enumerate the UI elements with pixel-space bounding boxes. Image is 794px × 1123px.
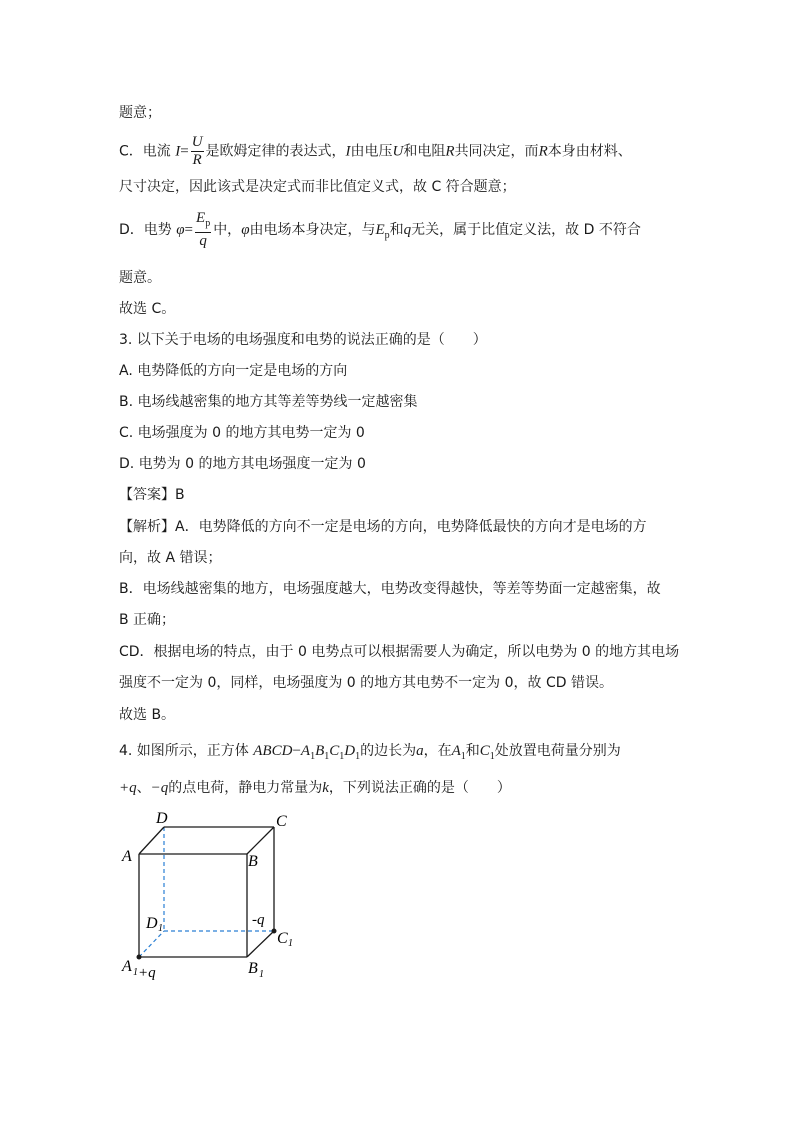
vertex-label-D1-sub: 1 xyxy=(158,923,163,934)
text-line: 尺寸决定，因此该式是决定式而非比值定义式，故 C 符合题意； xyxy=(119,179,516,195)
vertex-label-A: A xyxy=(122,848,132,865)
explanation-line: 强度不一定为 0，同样，电场强度为 0 的地方其电势不一定为 0，故 CD 错误。 xyxy=(119,675,613,691)
vertex-label-D1: D xyxy=(146,915,158,932)
explanation-line: 故选 B。 xyxy=(119,707,176,723)
question-3-option-b: B. 电场线越密集的地方其等差等势线一定越密集 xyxy=(119,394,418,410)
question-3-option-d: D. 电势为 0 的地方其电场强度一定为 0 xyxy=(119,456,366,472)
vertex-label-C: C xyxy=(276,813,287,830)
vertex-label-A1: A xyxy=(122,958,132,975)
text-line: 故选 C。 xyxy=(119,301,176,317)
vertex-label-B1: B xyxy=(248,960,258,977)
answer-label: 【答案】B xyxy=(119,487,185,503)
question-3-stem: 3. 以下关于电场的电场强度和电势的说法正确的是（ ） xyxy=(119,332,487,348)
ohm-fraction: $\frac{U}{R}$ xyxy=(191,134,203,168)
charge-point-A1 xyxy=(137,955,142,960)
explanation-line: 向，故 A 错误； xyxy=(119,550,222,566)
question-3-option-c: C. 电场强度为 0 的地方其电势一定为 0 xyxy=(119,425,365,441)
edge-B-C xyxy=(247,827,274,854)
edge-B1-C1 xyxy=(247,931,274,957)
explanation-line: CD．根据电场的特点，由于 0 电势点可以根据需要人为确定，所以电势为 0 的地方其电场 xyxy=(119,644,680,660)
hidden-edge-A1-D1 xyxy=(139,931,164,957)
charge-label-minus-q: -q xyxy=(252,912,265,928)
vertex-label-C1-sub: 1 xyxy=(288,938,293,949)
explanation-line: B．电场线越密集的地方，电场强度越大，电势改变得越快，等差等势面一定越密集，故 xyxy=(119,581,661,597)
charge-label-plus-q: +q xyxy=(138,965,156,981)
vertex-label-A1-sub: 1 xyxy=(133,967,138,978)
option-d-explanation: D．电势 φ= $\frac{E_p}{q}$ 中，φ由电场本身决定，与$E_p$和q无关，属于比值定义法，故 D 不符合 xyxy=(119,210,641,249)
cube-figure xyxy=(110,800,320,990)
explanation-line: 【解析】A．电势降低的方向不一定是电场的方向，电势降低最快的方向才是电场的方 xyxy=(119,519,647,535)
vertex-label-C1: C xyxy=(277,930,288,947)
vertex-label-D: D xyxy=(156,810,168,827)
text-line: 题意； xyxy=(119,105,161,121)
charge-point-C1 xyxy=(272,929,277,934)
option-c-explanation: C．电流 I= $\frac{U}{R}$ 是欧姆定律的表达式，I由电压U和电阻R共同决定，而R本身由材料、 xyxy=(119,134,632,168)
explanation-line: B 正确； xyxy=(119,612,176,628)
potential-fraction: $\frac{E_p}{q}$ xyxy=(196,210,211,249)
question-3-option-a: A. 电势降低的方向一定是电场的方向 xyxy=(119,363,348,379)
vertex-label-B1-sub: 1 xyxy=(259,969,264,980)
question-4-stem-line1: 4. 如图所示，正方体 $ABCD-A_1B_1C_1D_1$的边长为a，在$A_1$和$C_1$处放置电荷量分别为 xyxy=(119,743,621,762)
question-4-stem-line2: +q、−q的点电荷，静电力常量为k，下列说法正确的是（ ） xyxy=(119,780,511,796)
text-line: 题意。 xyxy=(119,270,161,286)
vertex-label-B: B xyxy=(248,853,258,870)
edge-A-D xyxy=(139,827,164,854)
